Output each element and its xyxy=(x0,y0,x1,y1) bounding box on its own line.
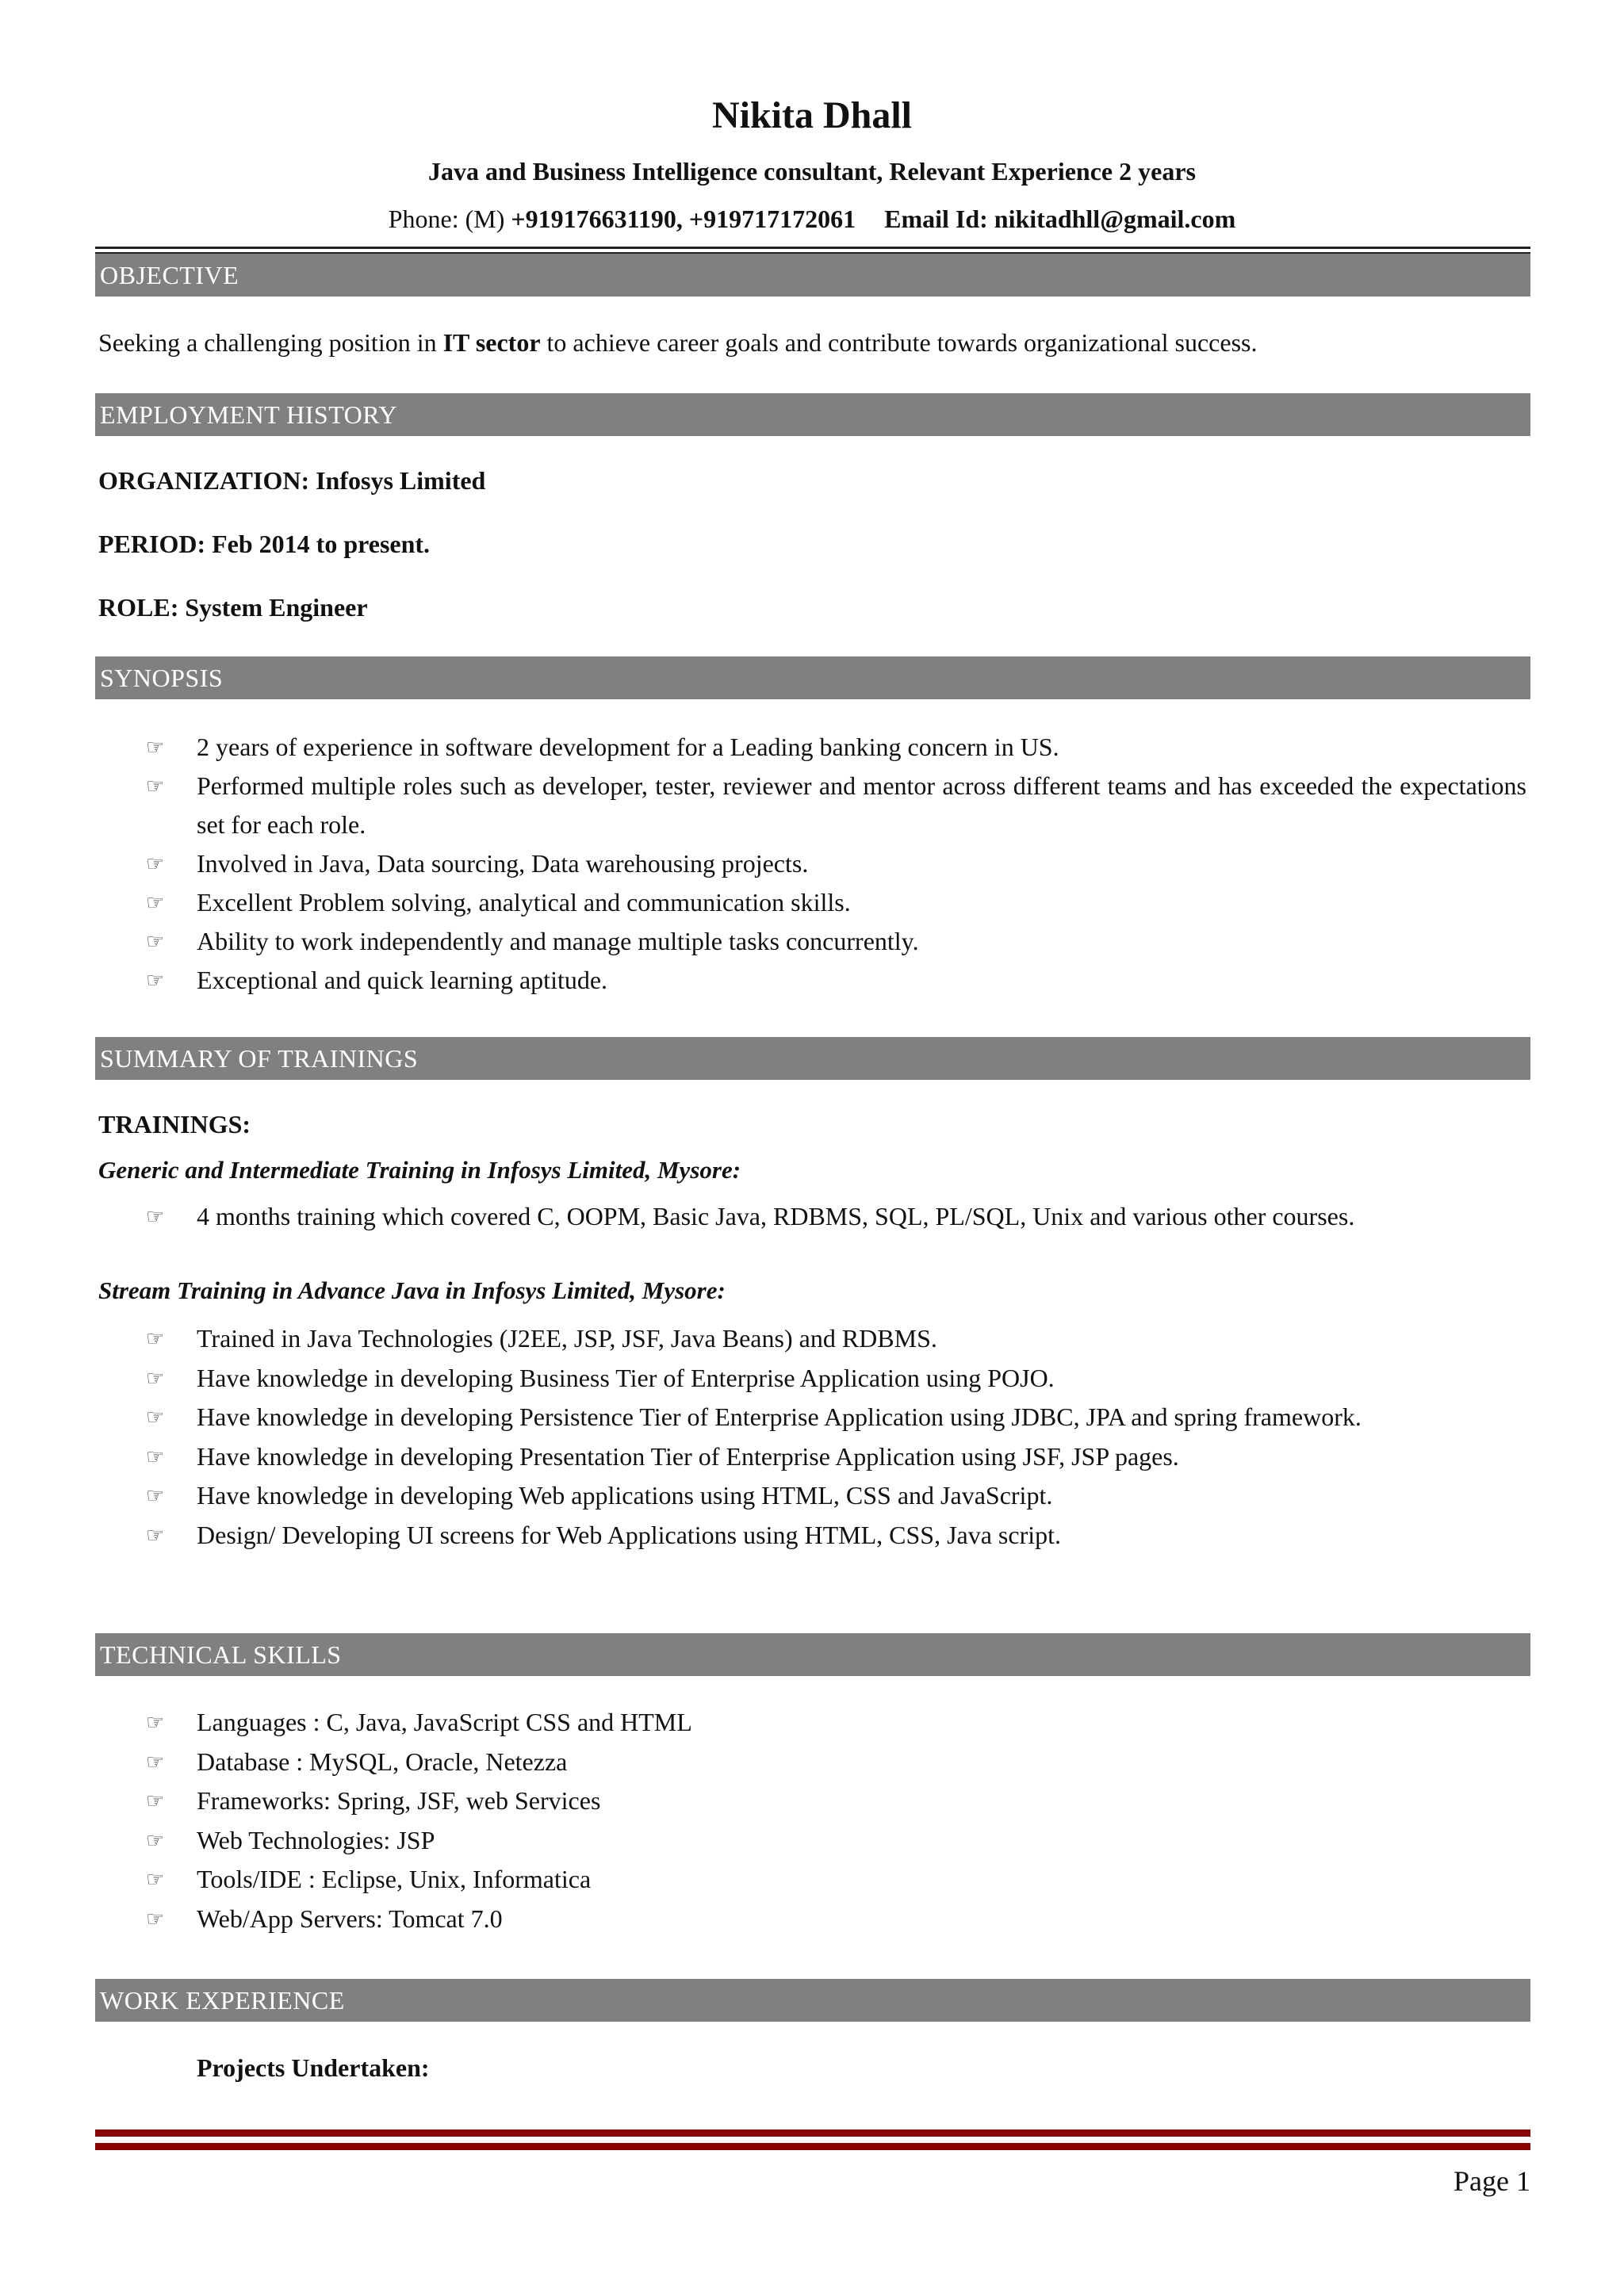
page-number: Page 1 xyxy=(1454,2165,1530,2197)
generic-training-title: Generic and Intermediate Training in Infosys Limited, Mysore: xyxy=(98,1156,741,1184)
contact-line xyxy=(0,205,1624,234)
pointing-hand-icon: ☞ xyxy=(146,969,165,992)
list-item: ☞ Web Technologies: JSP xyxy=(143,1821,1526,1861)
list-item: ☞ Exceptional and quick learning aptitude. xyxy=(143,961,1526,1000)
objective-text: Seeking a challenging position in IT sector to achieve career goals and contribute towards organizational success. xyxy=(98,328,1258,357)
pointing-hand-icon: ☞ xyxy=(146,1484,165,1507)
skills-list xyxy=(143,1703,1526,1938)
footer-rule-bottom xyxy=(95,2143,1530,2150)
list-item: ☞ Involved in Java, Data sourcing, Data warehousing projects. xyxy=(143,844,1526,883)
list-item: ☞ Ability to work independently and manage multiple tasks concurrently. xyxy=(143,922,1526,961)
candidate-headline: Java and Business Intelligence consultant, Relevant Experience 2 years xyxy=(428,157,1196,186)
list-item: ☞ Tools/IDE : Eclipse, Unix, Informatica xyxy=(143,1860,1526,1900)
list-item: ☞ Web/App Servers: Tomcat 7.0 xyxy=(143,1900,1526,1939)
organization-field: ORGANIZATION: Infosys Limited xyxy=(98,466,486,495)
section-header-work: WORK EXPERIENCE xyxy=(95,1979,1530,2022)
pointing-hand-icon: ☞ xyxy=(146,775,165,798)
pointing-hand-icon: ☞ xyxy=(146,1205,165,1228)
section-header-employment: EMPLOYMENT HISTORY xyxy=(95,393,1530,436)
list-item: ☞ Excellent Problem solving, analytical and communication skills. xyxy=(143,883,1526,922)
list-item: ☞ Have knowledge in developing Presentation Tier of Enterprise Application using JSF, JSP pages. xyxy=(143,1437,1451,1477)
period-field: PERIOD: Feb 2014 to present. xyxy=(98,530,431,558)
list-item: ☞ Design/ Developing UI screens for Web Applications using HTML, CSS, Java script. xyxy=(143,1516,1451,1556)
phone-label: Phone: (M) xyxy=(388,205,511,233)
header-divider-thick xyxy=(95,247,1530,249)
list-item: ☞ Performed multiple roles such as developer, tester, reviewer and mentor across different teams and has exceeded the expectations set for each role. xyxy=(143,767,1526,844)
pointing-hand-icon: ☞ xyxy=(146,1750,165,1774)
stream-training-list xyxy=(143,1319,1451,1555)
candidate-name: Nikita Dhall xyxy=(711,94,913,136)
pointing-hand-icon: ☞ xyxy=(146,1868,165,1891)
pointing-hand-icon: ☞ xyxy=(146,736,165,759)
stream-training-title: Stream Training in Advance Java in Infosys Limited, Mysore: xyxy=(98,1276,726,1304)
section-header-skills: TECHNICAL SKILLS xyxy=(95,1633,1530,1676)
pointing-hand-icon: ☞ xyxy=(146,1406,165,1429)
pointing-hand-icon: ☞ xyxy=(146,1907,165,1931)
pointing-hand-icon: ☞ xyxy=(146,1327,165,1350)
pointing-hand-icon: ☞ xyxy=(146,1445,165,1468)
synopsis-list xyxy=(143,728,1526,1000)
pointing-hand-icon: ☞ xyxy=(146,1523,165,1547)
list-item: ☞ 4 months training which covered C, OOPM, Basic Java, RDBMS, SQL, PL/SQL, Unix and various other courses. xyxy=(143,1197,1451,1236)
projects-heading: Projects Undertaken: xyxy=(197,2053,430,2082)
pointing-hand-icon: ☞ xyxy=(146,930,165,953)
list-item: ☞ Languages : C, Java, JavaScript CSS and HTML xyxy=(143,1703,1526,1743)
pointing-hand-icon: ☞ xyxy=(146,852,165,875)
list-item: ☞ Database : MySQL, Oracle, Netezza xyxy=(143,1743,1526,1782)
section-header-trainings: SUMMARY OF TRAININGS xyxy=(95,1037,1530,1080)
section-header-synopsis: SYNOPSIS xyxy=(95,656,1530,699)
section-header-objective: OBJECTIVE xyxy=(95,254,1530,297)
pointing-hand-icon: ☞ xyxy=(146,1789,165,1812)
list-item: ☞ Have knowledge in developing Persistence Tier of Enterprise Application using JDBC, JPA and spring framework. xyxy=(143,1398,1451,1437)
pointing-hand-icon: ☞ xyxy=(146,1366,165,1390)
list-item: ☞ 2 years of experience in software development for a Leading banking concern in US. xyxy=(143,728,1526,767)
trainings-heading: TRAININGS: xyxy=(98,1110,251,1138)
phone-numbers: +919176631190, +919717172061 xyxy=(511,205,856,233)
email-text: Email Id: nikitadhll@gmail.com xyxy=(884,205,1236,233)
pointing-hand-icon: ☞ xyxy=(146,1711,165,1734)
footer-rule-top xyxy=(95,2130,1530,2137)
pointing-hand-icon: ☞ xyxy=(146,1828,165,1852)
generic-training-list xyxy=(143,1197,1451,1236)
pointing-hand-icon: ☞ xyxy=(146,891,165,914)
role-field: ROLE: System Engineer xyxy=(98,593,368,622)
list-item: ☞ Have knowledge in developing Business Tier of Enterprise Application using POJO. xyxy=(143,1359,1451,1399)
list-item: ☞ Trained in Java Technologies (J2EE, JSP, JSF, Java Beans) and RDBMS. xyxy=(143,1319,1451,1359)
list-item: ☞ Frameworks: Spring, JSF, web Services xyxy=(143,1781,1526,1821)
list-item: ☞ Have knowledge in developing Web applications using HTML, CSS and JavaScript. xyxy=(143,1476,1451,1516)
